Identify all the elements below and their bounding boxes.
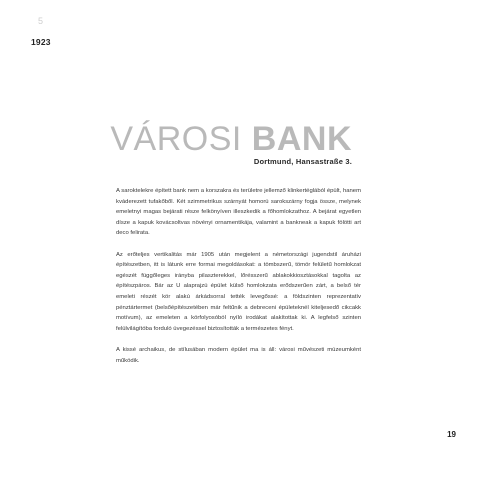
title-bold: BANK xyxy=(251,120,352,158)
page-number: 19 xyxy=(447,430,456,439)
corner-mark: 5 xyxy=(38,16,44,26)
address-subtitle: Dortmund, Hansastraße 3. xyxy=(253,157,352,166)
paragraph-2: Az erőteljes vertikalitás már 1905 után megjelent a németországi jugendstil áruházi építészetben, itt is látunk erre formai megoldásokat: a tömbszerű, tömör felületű homlokzat egészét függőleges irányba pilaszterekkel, lőrésszerű ablakokkiosztásokkal tagolta az építészpáros. Bár az U alaprajzú épület külső homlokzata erődszerűen zárt, a belső tér emeleti részét kör alakú árkádsorral tették levegőssé: a földszinten reprezentatív pénztártermet (belsőépítészetében már feltűnik a debreceni épületeknél kiteljesedő cikcakk motívum), az emeleten a körfolyosóból nyíló irodákat alakítottak ki. A legfelső szinten felülvilágítóba forduló üvegezéssel biztosították a természetes fényt. xyxy=(116,251,361,332)
title-light: VÁROSI xyxy=(110,120,242,158)
year-label: 1923 xyxy=(31,37,51,47)
body-text xyxy=(116,186,361,377)
page-title xyxy=(110,122,352,156)
paragraph-1: A saroktelekre épített bank nem a korszakra és területre jellemző klinkertéglából épült, hanem kváderezett tufakőből. Két szimmetrikus szárnyát homorú sarokszárny fogja össze, melynek emeletnyi magas bejárati része felkönyíven illeszkedik a főhomlokzathoz. A bejárat egyetlen dísze a kapuk kovácsoltvas növényi ornamentikája, valamint a bankneak a kapuk fölötti art deco felirata. xyxy=(116,188,361,237)
paragraph-3: A kissé archaikus, de stílusában modern épület ma is áll: városi művészeti múzeumként működik. xyxy=(116,346,361,364)
